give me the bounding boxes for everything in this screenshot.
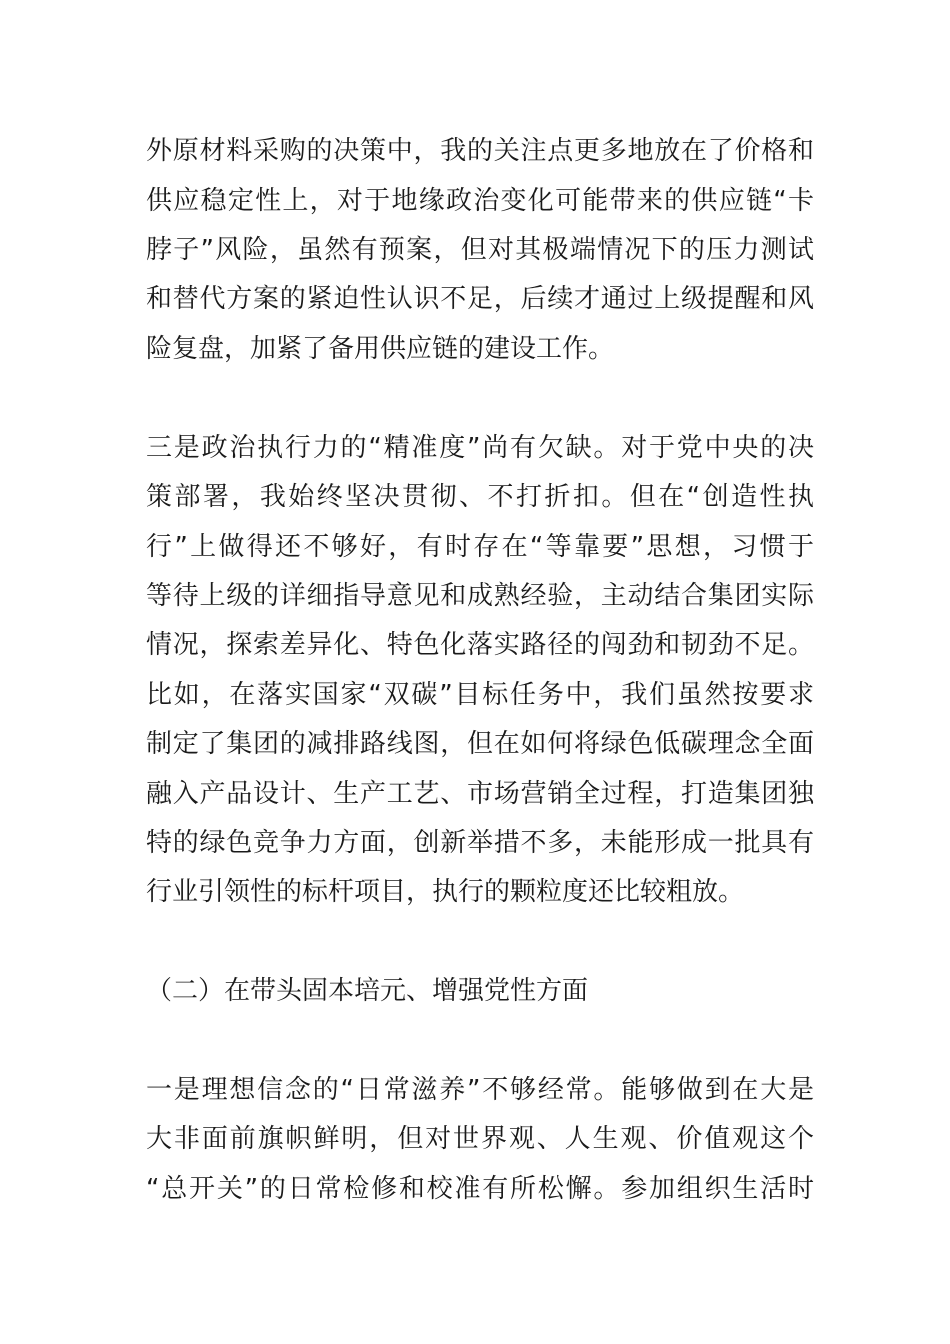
paragraph-line: 比如，在落实国家“双碳”目标任务中，我们虽然按要求 [146, 680, 814, 710]
paragraph-line: 供应稳定性上，对于地缘政治变化可能带来的供应链“卡 [146, 186, 814, 216]
paragraph-line: 制定了集团的减排路线图，但在如何将绿色低碳理念全面 [146, 729, 814, 759]
paragraph-line: 三是政治执行力的“精准度”尚有欠缺。对于党中央的决 [146, 433, 814, 463]
paragraph-line: 一是理想信念的“日常滋养”不够经常。能够做到在大是 [146, 1075, 814, 1105]
paragraph-line: 险复盘，加紧了备用供应链的建设工作。 [146, 334, 615, 364]
paragraph-line: 策部署，我始终坚决贯彻、不打折扣。但在“创造性执 [146, 482, 814, 512]
paragraph-line: 外原材料采购的决策中，我的关注点更多地放在了价格和 [146, 136, 814, 166]
paragraph-line: 等待上级的详细指导意见和成熟经验，主动结合集团实际 [146, 581, 814, 611]
paragraph-line: 大非面前旗帜鲜明，但对世界观、人生观、价值观这个 [146, 1124, 814, 1154]
paragraph-line: 和替代方案的紧迫性认识不足，后续才通过上级提醒和风 [146, 284, 814, 314]
section-heading: （二）在带头固本培元、增强党性方面 [146, 976, 589, 1006]
paragraph-line: 情况，探索差异化、特色化落实路径的闯劲和韧劲不足。 [146, 630, 814, 660]
paragraph-line: 脖子”风险，虽然有预案，但对其极端情况下的压力测试 [146, 235, 814, 265]
paragraph-line: “总开关”的日常检修和校准有所松懈。参加组织生活时 [146, 1174, 814, 1204]
paragraph-line: 行”上做得还不够好，有时存在“等靠要”思想，习惯于 [146, 532, 814, 562]
paragraph-line: 特的绿色竞争力方面，创新举措不多，未能形成一批具有 [146, 828, 814, 858]
paragraph-line: 行业引领性的标杆项目，执行的颗粒度还比较粗放。 [146, 877, 745, 907]
paragraph-line: 融入产品设计、生产工艺、市场营销全过程，打造集团独 [146, 779, 814, 809]
